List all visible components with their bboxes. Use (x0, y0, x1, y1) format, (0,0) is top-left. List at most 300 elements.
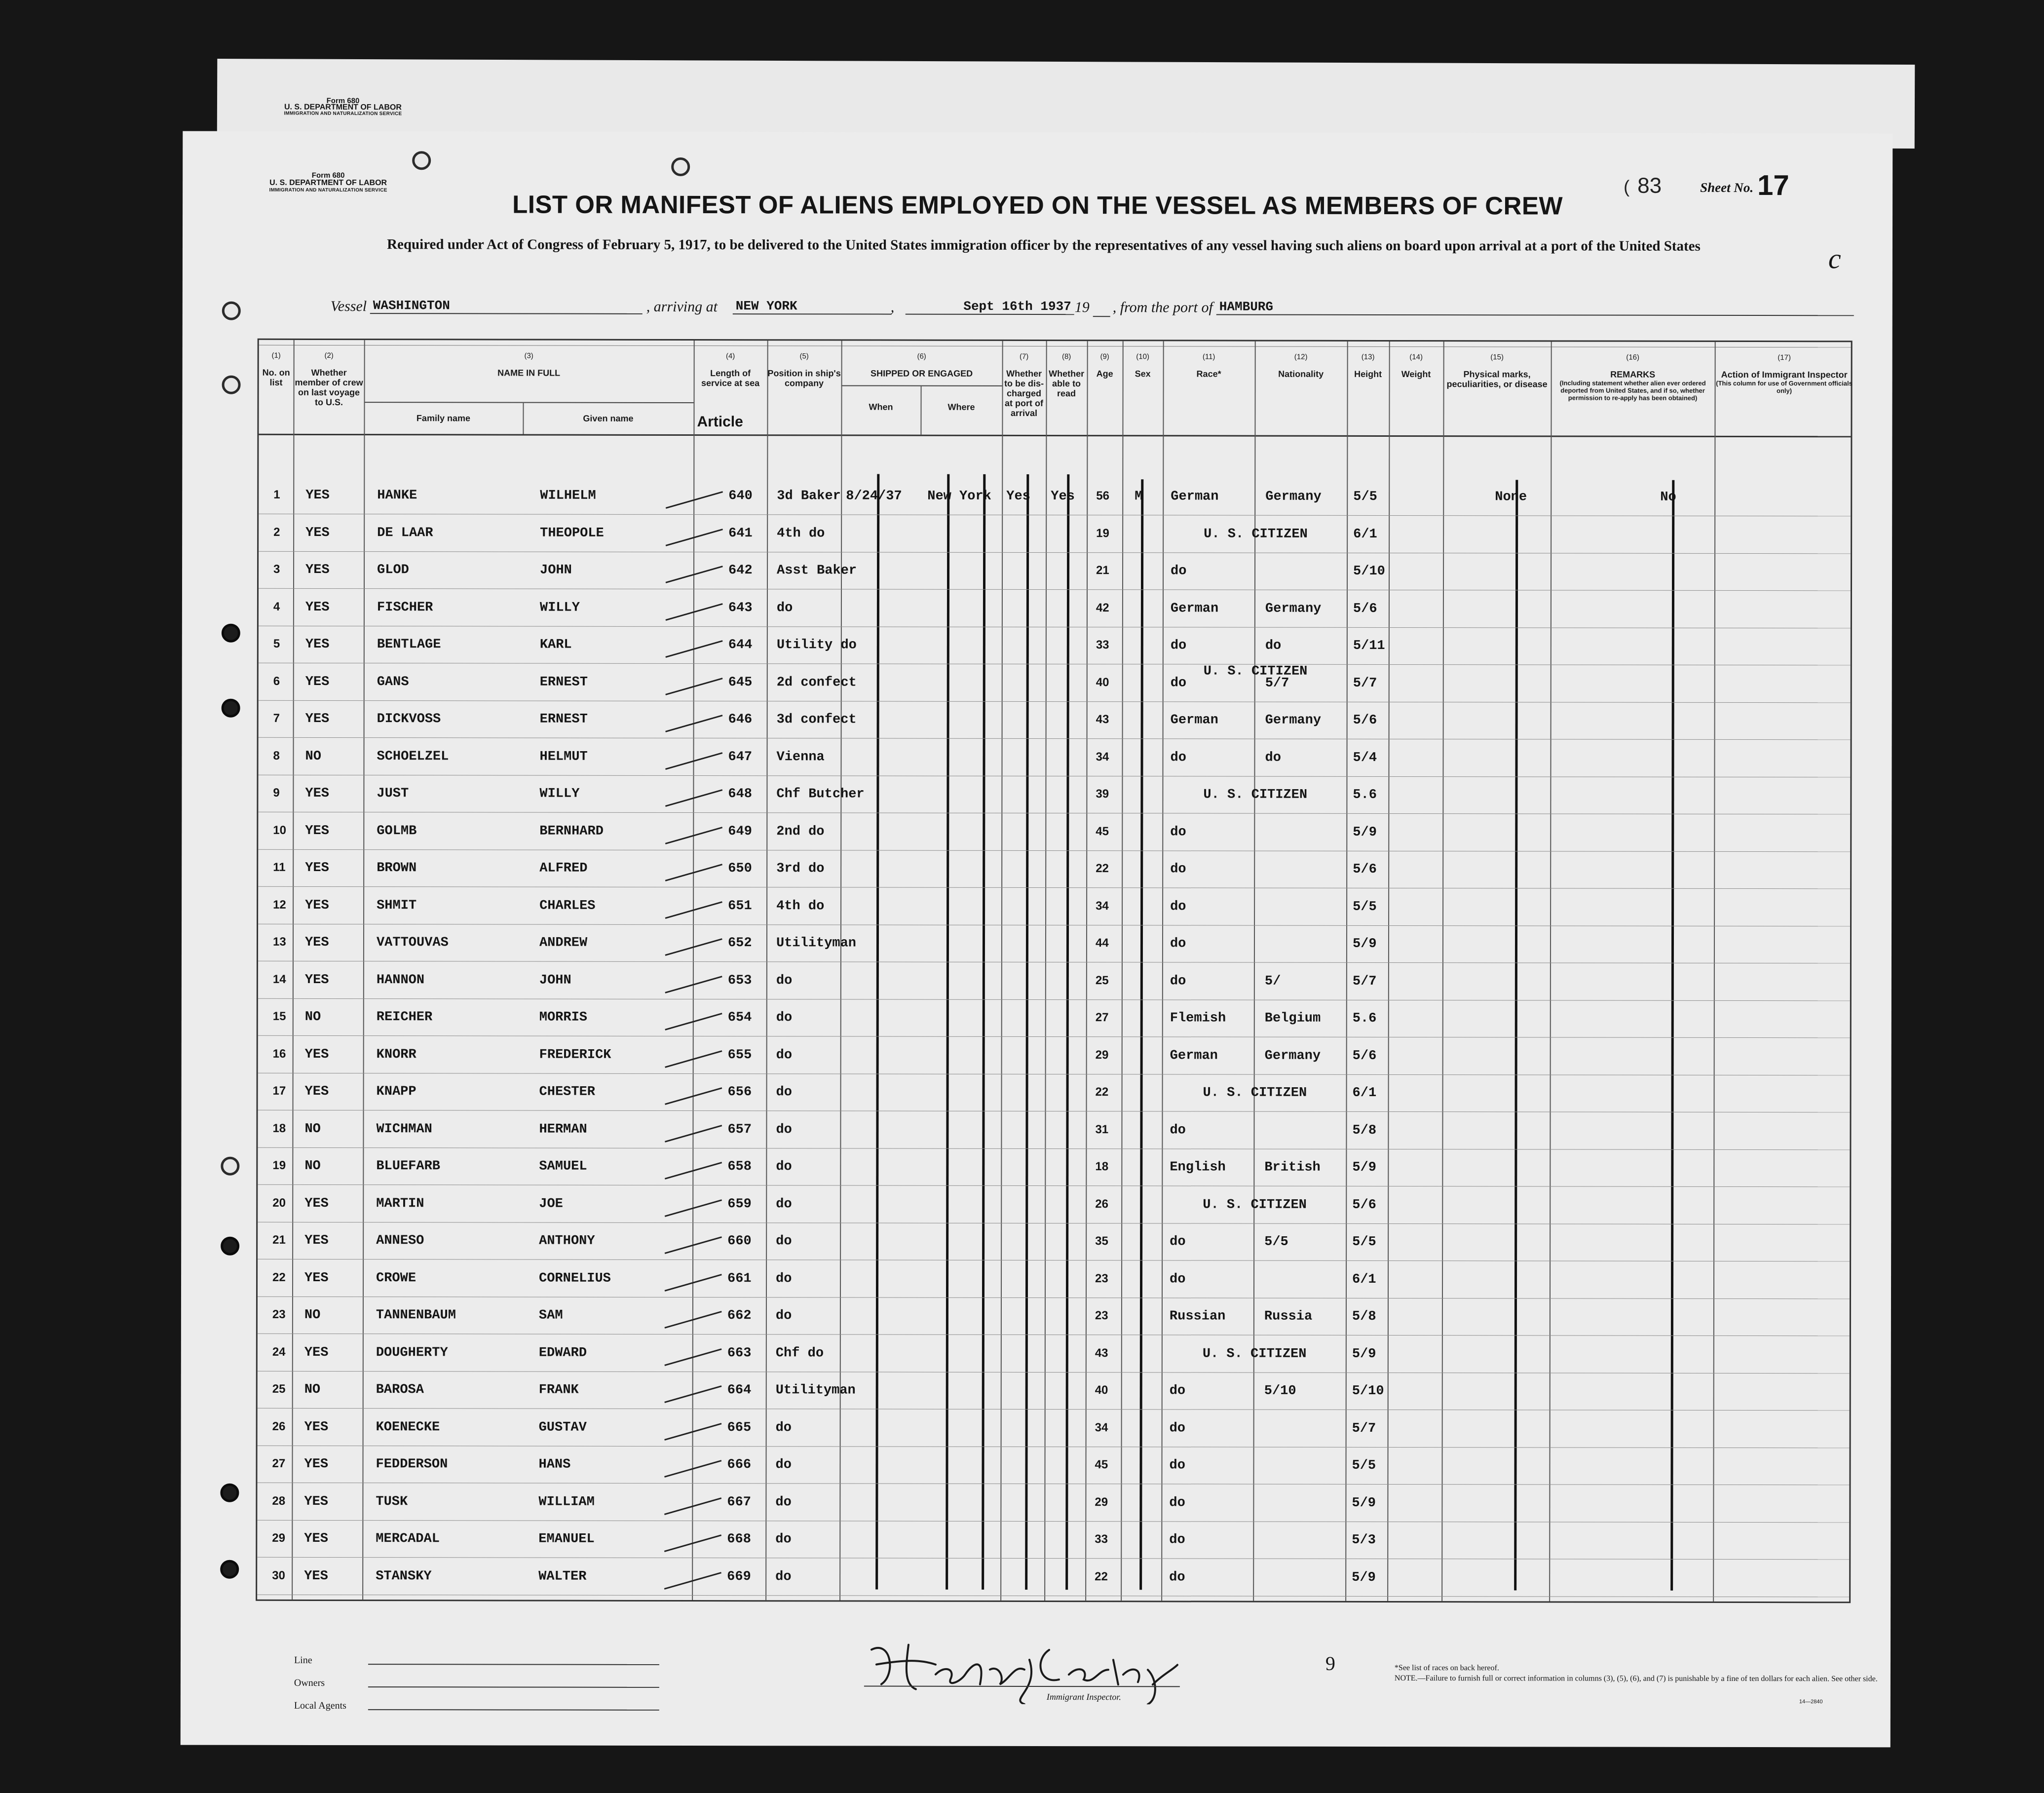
service: IMMIGRATION AND NATURALIZATION SERVICE (269, 187, 387, 193)
cell-position: do (776, 973, 793, 988)
cell-age: 56 (1096, 489, 1109, 503)
cell-family-name: BENTLAGE (377, 637, 441, 652)
cell-row-number: 7 (273, 711, 280, 725)
cell-row-number: 3 (273, 562, 280, 576)
cell-row-number: 13 (272, 935, 286, 949)
cell-given-name: FRANK (538, 1382, 579, 1398)
article-label: Article (697, 414, 743, 430)
cell-nationality: do (1265, 638, 1282, 653)
cell-family-name: KNORR (376, 1047, 416, 1062)
row-rule (259, 625, 1851, 628)
cell-family-name: FEDDERSON (376, 1457, 448, 1472)
cell-race: do (1170, 862, 1186, 877)
cell-race: do (1170, 638, 1187, 653)
cell-height: 5/7 (1352, 974, 1377, 989)
cell-nationality: Germany (1265, 489, 1322, 504)
row-rule (257, 1520, 1849, 1523)
cell-position: do (776, 1122, 792, 1137)
footnotes (1395, 1663, 1888, 1684)
row-rule (259, 588, 1851, 591)
cell-height: 5/5 (1352, 1458, 1376, 1473)
cell-previous-voyage: NO (304, 1158, 321, 1174)
cell-position: 2d confect (776, 675, 857, 690)
cell-age: 34 (1096, 899, 1109, 913)
from-port: HAMBURG (1216, 300, 1854, 316)
punch-hole-left (222, 376, 241, 394)
cell-row-number: 11 (273, 860, 286, 874)
page-number: ( 83 (1624, 173, 1662, 198)
cell-race: do (1170, 899, 1186, 914)
back-department: U. S. DEPARTMENT OF LABOR (284, 103, 402, 112)
punch-hole-left (222, 699, 240, 718)
cell-previous-voyage: YES (304, 935, 329, 950)
cell-row-number: 16 (272, 1047, 286, 1061)
cell-row-number: 17 (272, 1084, 286, 1098)
owners-label: Owners (294, 1672, 346, 1694)
cell-age: 45 (1096, 824, 1109, 838)
cell-service-article: 668 (727, 1532, 751, 1547)
cell-previous-voyage: YES (304, 1047, 329, 1062)
cell-service-article: 643 (728, 600, 753, 615)
cell-position: 4th do (777, 526, 825, 541)
cell-service-article: 641 (728, 526, 753, 541)
cell-row-number: 21 (272, 1233, 286, 1247)
cell-service-article: 663 (727, 1345, 752, 1361)
cell-service-article: 654 (727, 1010, 752, 1026)
row-rule (258, 1371, 1850, 1373)
cell-family-name: DOUGHERTY (376, 1345, 448, 1360)
cell-given-name: WALTER (538, 1569, 587, 1584)
cell-given-name: JOHN (539, 973, 571, 988)
cell-nationality: do (1265, 750, 1281, 765)
col-header-service: (4) Length of service at sea (701, 352, 760, 388)
cell-position: do (776, 600, 793, 615)
col-header-race: (11) Race* (1196, 352, 1221, 379)
row-rule (259, 700, 1851, 703)
cell-position: do (776, 1010, 793, 1026)
cell-family-name: MERCADAL (376, 1531, 440, 1547)
col-header-discharged: (7) Whether to be dis-charged at port of arrival (1004, 352, 1044, 419)
page-title: LIST OR MANIFEST OF ALIENS EMPLOYED ON THE VESSEL AS MEMBERS OF CREW (512, 190, 1563, 220)
cell-race-nationality: U. S. CITIZEN (1202, 1346, 1307, 1362)
row-rule (258, 1408, 1850, 1411)
cell-nationality: 5/7 (1265, 676, 1289, 691)
col-header-name: (3) NAME IN FULL (497, 351, 561, 378)
cell-height: 5.6 (1352, 1011, 1377, 1026)
footer-fields (294, 1649, 346, 1717)
back-form-number: Form 680 (326, 96, 360, 106)
row-rule (257, 1594, 1849, 1597)
cell-previous-voyage: YES (305, 898, 329, 913)
cell-height: 5/9 (1353, 825, 1377, 840)
cell-family-name: SCHOELZEL (377, 749, 449, 764)
cell-given-name: WILLIAM (538, 1494, 595, 1510)
cell-service-article: 667 (727, 1494, 752, 1510)
cell-row-number: 12 (273, 898, 286, 912)
cell-service-article: 651 (728, 898, 752, 914)
col-header-when: When (869, 402, 893, 412)
cell-previous-voyage: NO (304, 1009, 321, 1025)
col-header-weight: (14) Weight (1401, 353, 1431, 380)
cell-family-name: DE LAAR (377, 525, 433, 540)
cell-height: 5/5 (1352, 1234, 1376, 1250)
cell-nationality: Russia (1264, 1309, 1313, 1324)
cell-given-name: CORNELIUS (539, 1271, 611, 1286)
cell-row-number: 8 (273, 749, 280, 763)
cell-position: Asst Baker (777, 563, 857, 578)
cell-row-number: 19 (272, 1158, 286, 1172)
punch-hole-left (222, 302, 241, 320)
cell-row-number: 6 (273, 674, 280, 688)
ditto-line (982, 474, 985, 1590)
cell-given-name: BERNHARD (539, 824, 604, 839)
cell-age: 40 (1095, 1383, 1108, 1397)
cell-age: 42 (1096, 601, 1109, 614)
cell-service-article: 658 (727, 1159, 752, 1175)
row-rule (258, 1035, 1850, 1038)
cell-nationality: 5/5 (1264, 1234, 1288, 1250)
cell-given-name: GUSTAV (538, 1420, 587, 1435)
cell-position: do (775, 1532, 792, 1547)
arriving-label: , arriving at (646, 298, 718, 315)
cell-race-nationality: U. S. CITIZEN (1203, 787, 1308, 802)
cell-nationality: Belgium (1264, 1011, 1321, 1026)
cell-nationality: 5/10 (1264, 1383, 1296, 1399)
col-header-read: (8) Whether able to read (1049, 352, 1085, 399)
cell-position: do (775, 1308, 792, 1324)
cell-family-name: MARTIN (376, 1196, 424, 1211)
punch-hole-left (220, 1560, 239, 1579)
cell-height: 5/3 (1352, 1532, 1376, 1548)
cell-race: German (1170, 1048, 1218, 1064)
cell-previous-voyage: YES (304, 1084, 329, 1099)
cell-given-name: KARL (539, 637, 572, 652)
cell-position: do (776, 1196, 792, 1212)
cell-service-article: 653 (727, 973, 752, 988)
cell-position: Chf do (775, 1345, 824, 1361)
cell-race: German (1170, 601, 1219, 616)
cell-given-name: SAM (538, 1308, 563, 1323)
cell-nationality: Germany (1264, 1048, 1321, 1064)
ditto-line (875, 474, 879, 1590)
cell-family-name: TANNENBAUM (376, 1308, 456, 1323)
cell-service-article: 659 (727, 1196, 752, 1212)
row-rule (258, 1296, 1850, 1299)
cell-race-nationality: U. S. CITIZEN (1203, 1085, 1307, 1101)
cell-family-name: JUST (377, 786, 409, 801)
inspector-signature (862, 1630, 1217, 1705)
cell-position: 2nd do (776, 824, 825, 839)
cell-race: do (1169, 1383, 1186, 1399)
cell-age: 21 (1096, 564, 1109, 577)
row-rule (258, 1110, 1850, 1113)
from-label: , from the port of (1112, 299, 1213, 316)
cell-height: 5/10 (1353, 564, 1385, 579)
cell-height: 5/6 (1352, 1048, 1377, 1064)
row-rule (259, 737, 1851, 740)
ditto-line (1514, 480, 1518, 1590)
cell-previous-voyage: YES (304, 972, 329, 988)
punch-hole-top (412, 151, 431, 170)
form-number: Form 680 (311, 171, 345, 180)
cell-service-article: 646 (728, 712, 753, 727)
cell-remarks: No (1660, 490, 1676, 505)
cell-row-number: 18 (272, 1121, 286, 1135)
cell-height: 5/6 (1353, 862, 1377, 877)
cell-given-name: MORRIS (539, 1010, 588, 1025)
row-rule (257, 1483, 1849, 1486)
line-label: Line (294, 1649, 346, 1672)
cell-family-name: HANNON (376, 972, 425, 988)
cell-position: Utility do (776, 638, 857, 653)
cell-age: 23 (1095, 1271, 1108, 1285)
cell-height: 6/1 (1352, 1272, 1376, 1287)
cell-given-name: HELMUT (539, 749, 588, 764)
cell-row-number: 23 (272, 1307, 286, 1321)
cell-given-name: JOHN (540, 563, 572, 578)
cell-family-name: GOLMB (377, 823, 417, 839)
cell-age: 26 (1095, 1197, 1108, 1211)
cell-service-article: 669 (727, 1569, 751, 1584)
row-rule (258, 1334, 1850, 1336)
cell-position: do (776, 1085, 792, 1100)
cell-given-name: HERMAN (539, 1122, 587, 1137)
col-header-where: Where (947, 402, 975, 412)
col-header-remarks: (16) REMARKS (Including statement whether alien ever ordered deported from United States, and if so, whether permission to re-apply has been obtained) (1559, 353, 1706, 402)
cell-race: do (1171, 564, 1187, 579)
cell-age: 23 (1095, 1309, 1108, 1323)
cell-family-name: GANS (377, 674, 409, 689)
cell-family-name: VATTOUVAS (376, 935, 449, 951)
row-rule (258, 812, 1850, 815)
cell-previous-voyage: YES (305, 488, 330, 503)
cell-age: 35 (1095, 1234, 1108, 1248)
cell-previous-voyage: YES (305, 786, 330, 801)
cell-race: do (1169, 1532, 1185, 1548)
cell-previous-voyage: YES (305, 600, 330, 615)
cell-position: 3d confect (776, 712, 857, 727)
page-count: 9 (1325, 1652, 1335, 1675)
cell-position: Utilityman (775, 1383, 856, 1398)
col-header-family-name: Family name (416, 413, 471, 423)
cell-family-name: BROWN (377, 861, 417, 876)
cell-race-nationality: U. S. CITIZEN (1203, 1197, 1307, 1213)
punch-hole-left (222, 624, 240, 643)
cell-age: 45 (1095, 1458, 1108, 1472)
cell-age: 43 (1096, 713, 1109, 726)
cell-given-name: ALFRED (539, 861, 588, 876)
ditto-line (1670, 480, 1674, 1591)
col-header-given-name: Given name (583, 413, 634, 423)
cell-given-name: CHESTER (539, 1084, 596, 1100)
cell-race: do (1170, 1271, 1186, 1287)
col-header-no: (1) No. on list (262, 351, 290, 387)
cell-height: 5.6 (1353, 787, 1377, 802)
cell-given-name: THEOPOLE (540, 526, 604, 541)
crew-table (256, 339, 1853, 1603)
cell-sex: M (1135, 489, 1143, 504)
corner-mark: c (1828, 242, 1841, 275)
cell-previous-voyage: NO (304, 1382, 321, 1397)
cell-race: do (1170, 1122, 1186, 1138)
cell-previous-voyage: YES (304, 1568, 328, 1584)
cell-age: 34 (1095, 1420, 1108, 1434)
cell-given-name: CHARLES (539, 898, 596, 914)
cell-race: German (1171, 489, 1219, 504)
cell-race: do (1170, 824, 1186, 839)
row-rule (258, 1184, 1850, 1187)
cell-nationality: Germany (1265, 601, 1322, 616)
row-rule (257, 1557, 1849, 1560)
cell-family-name: BLUEFARB (376, 1159, 441, 1174)
cell-position: do (776, 1159, 792, 1175)
cell-height: 5/4 (1353, 750, 1377, 765)
cell-age: 25 (1095, 973, 1109, 987)
vessel-line: Vessel WASHINGTON , arriving at NEW YORK , Sept 16th 1937 19 , from the port of HAMBURG (331, 298, 1885, 320)
col-header-sex: (10) Sex (1135, 352, 1151, 379)
cell-height: 5/9 (1352, 1160, 1376, 1175)
row-rule (259, 551, 1851, 554)
cell-row-number: 10 (273, 823, 287, 837)
cell-row-number: 30 (272, 1568, 285, 1582)
row-rule (258, 886, 1850, 889)
cell-nationality: Germany (1265, 713, 1322, 728)
cell-race: English (1170, 1160, 1226, 1175)
cell-given-name: JOE (539, 1196, 563, 1212)
cell-row-number: 26 (272, 1419, 286, 1433)
row-rule (258, 774, 1850, 777)
cell-height: 5/9 (1352, 936, 1377, 952)
cell-position: do (776, 1047, 793, 1063)
cell-service-article: 664 (727, 1383, 752, 1398)
cell-previous-voyage: YES (304, 1494, 329, 1509)
cell-age: 19 (1096, 526, 1109, 540)
cell-race-nationality: U. S. CITIZEN (1203, 663, 1308, 679)
cell-race: do (1170, 936, 1186, 952)
cell-shipped-where: New York (927, 489, 991, 504)
cell-age: 40 (1096, 675, 1109, 689)
cell-height: 5/5 (1353, 899, 1377, 915)
cell-service-article: 660 (727, 1234, 752, 1249)
inspector-label: Immigrant Inspector. (1046, 1692, 1121, 1702)
row-rule (258, 1221, 1850, 1224)
cell-height: 6/1 (1352, 1085, 1377, 1101)
cell-family-name: CROWE (376, 1270, 416, 1286)
cell-age: 39 (1096, 787, 1109, 801)
col-header-physical-marks: (15) Physical marks, peculiarities, or disease (1446, 353, 1548, 389)
cell-service-article: 644 (728, 638, 753, 653)
cell-age: 22 (1095, 1569, 1108, 1583)
cell-previous-voyage: YES (304, 1233, 329, 1248)
cell-height: 5/11 (1353, 638, 1385, 653)
cell-given-name: WILLY (539, 786, 580, 801)
row-rule (258, 923, 1850, 926)
form-code: 14—2840 (1799, 1699, 1823, 1705)
cell-given-name: EDWARD (538, 1345, 587, 1361)
cell-row-number: 5 (273, 637, 280, 650)
row-rule (258, 1072, 1850, 1075)
cell-row-number: 22 (272, 1270, 286, 1284)
cell-previous-voyage: YES (304, 1419, 329, 1435)
cell-discharged: Yes (1006, 489, 1030, 504)
cell-race-nationality: U. S. CITIZEN (1204, 526, 1308, 542)
year-prefix: 19 (1074, 299, 1090, 316)
row-rule (258, 849, 1850, 852)
cell-row-number: 9 (273, 786, 280, 800)
cell-height: 5/9 (1352, 1346, 1376, 1362)
cell-family-name: TUSK (376, 1494, 408, 1509)
vessel-name: WASHINGTON (370, 298, 643, 314)
cell-race: do (1169, 1458, 1185, 1473)
cell-row-number: 20 (272, 1196, 286, 1210)
cell-given-name: ERNEST (539, 675, 588, 690)
manifest-sheet (181, 131, 1893, 1748)
cell-position: Vienna (776, 749, 825, 764)
sheet-number: Sheet No. 17 (1700, 169, 1789, 202)
cell-race: do (1170, 1234, 1186, 1250)
col-header-shipped: (6) SHIPPED OR ENGAGED (871, 352, 973, 379)
cell-family-name: KNAPP (376, 1084, 416, 1100)
cell-service-article: 640 (728, 489, 753, 504)
punch-hole-left (220, 1484, 239, 1502)
col-header-age: (9) Age (1096, 352, 1113, 379)
cell-service-article: 655 (727, 1047, 752, 1063)
cell-family-name: HANKE (377, 488, 417, 503)
punch-hole-left (221, 1237, 239, 1256)
cell-service-article: 650 (728, 861, 752, 877)
cell-given-name: WILHELM (540, 488, 596, 503)
cell-previous-voyage: YES (305, 823, 329, 839)
cell-age: 22 (1095, 1085, 1109, 1099)
cell-age: 29 (1095, 1048, 1109, 1062)
cell-age: 43 (1095, 1346, 1108, 1360)
cell-height: 5/7 (1352, 1421, 1376, 1436)
cell-height: 5/5 (1353, 489, 1377, 504)
punch-hole-left (221, 1157, 239, 1176)
cell-given-name: ANTHONY (539, 1233, 595, 1249)
cell-previous-voyage: YES (305, 637, 330, 652)
page-subtitle: Required under Act of Congress of February 5, 1917, to be delivered to the United States immigration officer by the representatives of any vessel having such aliens on board upon arrival at a port of the United States (387, 236, 1701, 254)
cell-race: do (1170, 973, 1186, 989)
cell-position: do (776, 1234, 792, 1249)
cell-position: do (775, 1494, 792, 1510)
col-header-previous-voyage: (2) Whether member of crew on last voyage to U.S. (295, 351, 363, 408)
cell-family-name: KOENECKE (376, 1419, 440, 1435)
cell-height: 5/7 (1353, 676, 1377, 691)
cell-previous-voyage: YES (305, 860, 329, 876)
cell-age: 34 (1096, 750, 1109, 763)
cell-service-article: 666 (727, 1457, 752, 1473)
cell-service-article: 645 (728, 675, 753, 690)
cell-family-name: FISCHER (377, 600, 433, 615)
cell-given-name: EMANUEL (538, 1531, 595, 1547)
cell-height: 5/9 (1352, 1570, 1376, 1585)
row-rule (259, 663, 1851, 666)
arrival-date: Sept 16th 1937 (906, 299, 1074, 315)
cell-position: 4th do (776, 898, 825, 914)
cell-age: 44 (1095, 936, 1109, 950)
cell-service-article: 647 (728, 749, 753, 764)
footnote-races: *See list of races on back hereof. (1394, 1664, 1499, 1673)
cell-position: do (775, 1569, 792, 1584)
row-rule (258, 1147, 1850, 1150)
cell-service-article: 665 (727, 1420, 752, 1435)
cell-service-article: 642 (728, 563, 753, 578)
cell-age: 22 (1096, 862, 1109, 876)
cell-given-name: FREDERICK (539, 1047, 611, 1063)
cell-row-number: 28 (272, 1494, 286, 1508)
cell-race: do (1170, 750, 1186, 765)
